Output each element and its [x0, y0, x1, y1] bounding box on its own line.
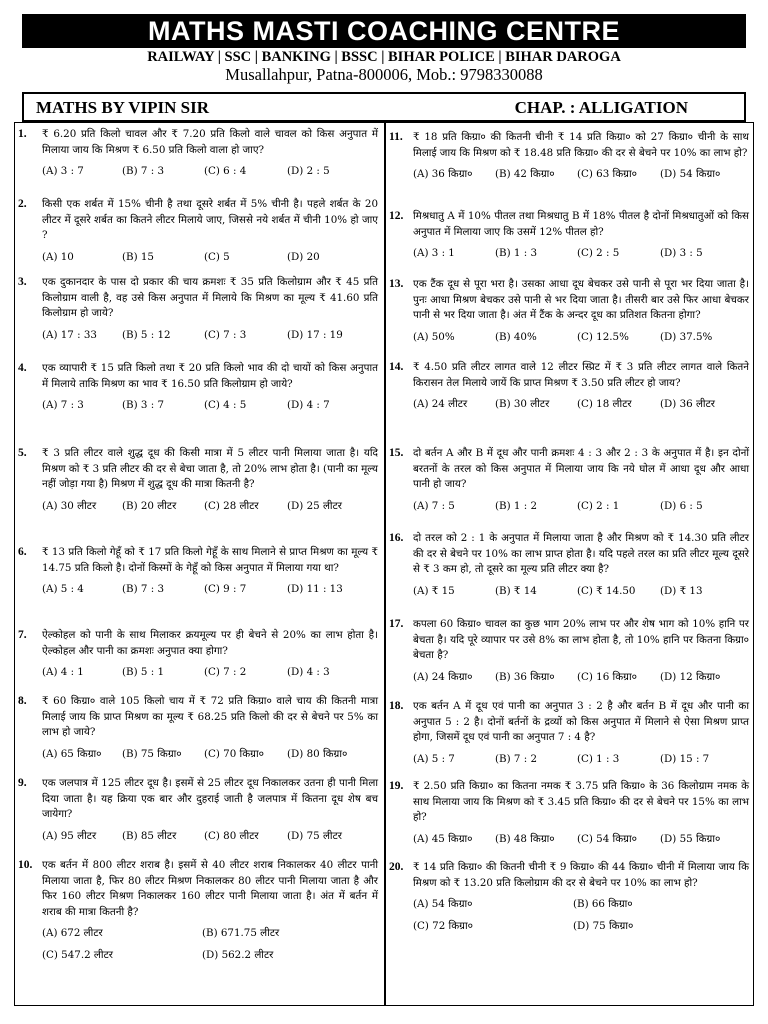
answer-option[interactable]: (B) 85 लीटर [122, 829, 177, 842]
question-number: 2. [18, 198, 27, 210]
answer-option[interactable]: (C) 2 : 5 [577, 247, 620, 259]
question-number: 5. [18, 447, 27, 459]
question-19 [389, 779, 749, 847]
answer-option[interactable]: (C) 1 : 3 [577, 752, 620, 765]
answer-option[interactable]: (D) 75 लीटर [287, 829, 342, 842]
answer-option[interactable]: (A) 17 : 33 [42, 328, 97, 341]
question-1 [18, 127, 378, 179]
question-10 [18, 858, 378, 961]
answer-option[interactable]: (C) 72 किग्रा० [413, 920, 473, 932]
answer-option[interactable]: (C) 12.5% [577, 330, 629, 343]
answer-option[interactable]: (A) 4 : 1 [42, 666, 84, 678]
answer-option[interactable]: (A) 5 : 4 [42, 583, 84, 595]
question-16 [389, 531, 749, 599]
answer-option[interactable]: (B) 5 : 1 [122, 666, 164, 678]
chapter-title: CHAP. : ALLIGATION [514, 98, 688, 117]
answer-option[interactable]: (B) 66 किग्रा० [573, 898, 633, 910]
answer-option[interactable]: (B) 40% [495, 330, 537, 343]
answer-option[interactable]: (B) 1 : 2 [495, 499, 537, 512]
answer-option[interactable]: (A) 65 किग्रा० [42, 747, 102, 760]
answer-option[interactable]: (D) 6 : 5 [660, 499, 703, 512]
option-row [42, 328, 378, 343]
option-row [42, 499, 378, 514]
answer-option[interactable]: (A) 3 : 1 [413, 247, 455, 259]
answer-option[interactable]: (C) 54 किग्रा० [577, 832, 637, 845]
answer-option[interactable]: (C) 2 : 1 [577, 499, 620, 512]
answer-option[interactable]: (D) 25 लीटर [287, 499, 342, 512]
answer-option[interactable]: (B) 5 : 12 [122, 328, 171, 341]
answer-option[interactable]: (A) 10 [42, 250, 74, 263]
answer-option[interactable]: (B) 7 : 2 [495, 752, 537, 765]
answer-option[interactable]: (D) 3 : 5 [660, 247, 703, 259]
question-text: ₹ 3 प्रति लीटर वाले शुद्ध दूध की किसी मात्रा में 5 लीटर पानी मिलाया जाता है। यदि मिश्रण को ₹ 3 प्रति लीटर की दर से बेचा जाता है, तो 20% लाभ होता है। (पानी का मूल्य नहीं जोड़ा गया है) मिश्रण में शुद्ध दूध की मात्रा कितनी है? [42, 447, 378, 490]
question-text: कपला 60 किग्रा० चावल का कुछ भाग 20% लाभ पर और शेष भाग को 10% हानि पर बेचता है। यदि पूरे व्यापार पर उसे 8% का लाभ होता है, तो 10% हानि पर कितना किग्रा० बेचता है? [413, 618, 749, 661]
question-14 [389, 360, 749, 412]
question-number: 14. [389, 361, 404, 373]
answer-option[interactable]: (D) 12 किग्रा० [660, 670, 721, 683]
answer-option[interactable]: (C) 18 लीटर [577, 398, 632, 410]
answer-option[interactable]: (D) 562.2 लीटर [202, 949, 274, 961]
question-number: 17. [389, 618, 404, 630]
answer-option[interactable]: (C) 7 : 2 [204, 666, 247, 678]
option-row [413, 832, 749, 847]
question-text: ₹ 2.50 प्रति किग्रा० का कितना नमक ₹ 3.75 प्रति किग्रा० के 36 किलोग्राम नमक के साथ मिलाया जाय कि मिश्रण को ₹ 3.45 प्रति किग्रा० की दर से बेचने पर 15% का लाभ हो? [413, 780, 749, 823]
question-text: एक टैंक दूध से पूरा भरा है। उसका आधा दूध बेचकर उसे पानी से पूरा भर दिया जाता है। पुनः आधा मिश्रण बेचकर उसे पानी से भर दिया जाता है। तीसरी बार उसे फिर आधा बेचकर पानी से भर दिया जाता है। अंत में टैंक के अन्दर दूध का प्रतिशत कितना होगा? [413, 278, 749, 321]
answer-option[interactable]: (D) 15 : 7 [660, 752, 710, 765]
option-row [413, 752, 749, 767]
column-divider [384, 122, 386, 1006]
answer-option[interactable]: (A) 54 किग्रा० [413, 898, 473, 910]
teacher-name: MATHS BY VIPIN SIR [36, 98, 210, 117]
answer-option[interactable]: (A) 45 किग्रा० [413, 832, 473, 845]
answer-option[interactable]: (C) 16 किग्रा० [577, 670, 637, 683]
answer-option[interactable]: (C) ₹ 14.50 [577, 584, 636, 597]
question-number: 13. [389, 278, 404, 290]
option-row [42, 164, 378, 179]
question-15 [389, 446, 749, 514]
option-row [413, 246, 749, 261]
question-5 [18, 446, 378, 514]
answer-option[interactable]: (B) 15 [122, 250, 154, 263]
question-number: 16. [389, 532, 404, 544]
answer-option[interactable]: (D) ₹ 13 [660, 584, 703, 597]
answer-option[interactable]: (B) ₹ 14 [495, 584, 537, 597]
answer-option[interactable]: (A) 95 लीटर [42, 829, 97, 842]
answer-option[interactable]: (C) 7 : 3 [204, 328, 247, 341]
question-17 [389, 617, 749, 685]
answer-option[interactable]: (A) 3 : 7 [42, 165, 84, 177]
answer-option[interactable]: (D) 2 : 5 [287, 165, 330, 177]
option-row [413, 670, 749, 685]
answer-option[interactable]: (A) 30 लीटर [42, 499, 97, 512]
question-8 [18, 694, 378, 762]
question-number: 12. [389, 210, 404, 222]
question-text: एक बर्तन में 800 लीटर शराब है। इसमें से 40 लीटर शराब निकालकर 40 लीटर पानी मिलाया जाता है, फिर 80 लीटर मिश्रण निकालकर 80 लीटर पानी मिलाया जाता है और फिर 160 लीटर मिश्रण निकालकर 160 लीटर पानी मिलाया जाता है। अंत में बर्तन में शराब की मात्रा कितनी है? [42, 859, 378, 918]
answer-option[interactable]: (C) 5 [204, 250, 230, 263]
option-row [42, 250, 378, 265]
question-number: 20. [389, 861, 404, 873]
answer-option[interactable]: (B) 48 किग्रा० [495, 832, 555, 845]
answer-option[interactable]: (B) 1 : 3 [495, 247, 537, 259]
question-number: 15. [389, 447, 404, 459]
answer-option[interactable]: (A) 7 : 5 [413, 499, 455, 512]
answer-option[interactable]: (D) 75 किग्रा० [573, 920, 634, 932]
question-text: ₹ 18 प्रति किग्रा० की कितनी चीनी ₹ 14 प्रति किग्रा० को 27 किग्रा० चीनी के साथ मिलाई जाय कि मिश्रण को ₹ 18.48 प्रति किग्रा० की दर से बेचने पर 10% का लाभ हो? [413, 131, 749, 159]
answer-option[interactable]: (C) 80 लीटर [204, 829, 259, 842]
question-text: ऐल्कोहल को पानी के साथ मिलाकर क्रयमूल्य पर ही बेचने से 20% का लाभ होता है। ऐल्कोहल और पानी का क्रमशः अनुपात क्या होगा? [42, 629, 378, 657]
answer-option[interactable]: (C) 4 : 5 [204, 399, 247, 411]
question-text: एक दुकानदार के पास दो प्रकार की चाय क्रमशः ₹ 35 प्रति किलोग्राम और ₹ 45 प्रति किलोग्राम वाली है, वह उसे किस अनुपात में मिलाये कि मिश्रण का मूल्य ₹ 41.60 प्रति किलोग्राम हो जाये? [42, 276, 378, 319]
answer-option[interactable]: (D) 36 लीटर [660, 398, 715, 410]
option-row [42, 398, 378, 413]
exam-list: RAILWAY | SSC | BANKING | BSSC | BIHAR POLICE | BIHAR DAROGA [147, 49, 621, 65]
answer-option[interactable]: (A) 24 किग्रा० [413, 670, 473, 683]
answer-option[interactable]: (C) 6 : 4 [204, 165, 247, 177]
question-text: एक व्यापारी ₹ 15 प्रति किलो तथा ₹ 20 प्रति किलो भाव की दो चायों को किस अनुपात में मिलाये ताकि मिश्रण का भाव ₹ 16.50 प्रति किलोग्राम हो जाये? [42, 362, 378, 390]
answer-option[interactable]: (A) 7 : 3 [42, 399, 84, 411]
answer-option[interactable]: (A) 50% [413, 330, 455, 343]
answer-option[interactable]: (B) 3 : 7 [122, 399, 164, 411]
answer-option[interactable]: (D) 11 : 13 [287, 583, 343, 595]
question-text: दो बर्तन A और B में दूध और पानी क्रमशः 4 : 3 और 2 : 3 के अनुपात में है। इन दोनों बरतनों के तरल को किस अनुपात में मिलाया जाय कि नये घोल में आधा दूध और आधा पानी हो जाय? [413, 447, 749, 490]
question-12 [389, 209, 749, 261]
option-row [42, 926, 378, 961]
question-number: 19. [389, 780, 404, 792]
question-2 [18, 197, 378, 265]
question-number: 10. [18, 859, 33, 871]
question-6 [18, 545, 378, 597]
question-13 [389, 277, 749, 345]
question-number: 8. [18, 695, 27, 707]
address-line: Musallahpur, Patna-800006, Mob.: 9798330088 [225, 65, 543, 84]
question-text: दो तरल को 2 : 1 के अनुपात में मिलाया जाता है और मिश्रण को ₹ 14.30 प्रति लीटर की दर से बेचने पर 10% का लाभ प्राप्त होता है। यदि पहले तरल का प्रति लीटर मूल्य दूसरे से ₹ 3 कम हो, तो दूसरे का मूल्य प्रति लीटर क्या है? [413, 532, 749, 575]
question-number: 18. [389, 700, 404, 712]
option-row [42, 747, 378, 762]
question-9 [18, 776, 378, 844]
answer-option[interactable]: (C) 547.2 लीटर [42, 949, 113, 961]
coaching-banner: MATHS MASTI COACHING CENTRE [22, 14, 746, 48]
question-3 [18, 275, 378, 343]
option-row [42, 829, 378, 844]
question-7 [18, 628, 378, 680]
answer-option[interactable]: (C) 70 किग्रा० [204, 747, 264, 760]
answer-option[interactable]: (B) 75 किग्रा० [122, 747, 182, 760]
answer-option[interactable]: (D) 55 किग्रा० [660, 832, 721, 845]
option-row [413, 499, 749, 514]
question-11 [389, 130, 749, 182]
question-text: ₹ 6.20 प्रति किलो चावल और ₹ 7.20 प्रति किलो वाले चावल को किस अनुपात में मिलाया जाय कि मिश्रण ₹ 6.50 प्रति किलो वाला हो जाए? [42, 128, 378, 156]
question-text: ₹ 60 किग्रा० वाले 105 किलो चाय में ₹ 72 प्रति किग्रा० वाले चाय की कितनी मात्रा मिलाई जाय कि प्राप्त मिश्रण का मूल्य ₹ 68.25 प्रति किलो की दर से बेचने पर 5% का लाभ हो जाये? [42, 695, 378, 738]
question-number: 1. [18, 128, 27, 140]
question-text: ₹ 14 प्रति किग्रा० की कितनी चीनी ₹ 9 किग्रा० की 44 किग्रा० चीनी में मिलाया जाय कि मिश्रण को ₹ 13.20 प्रति किलोग्राम की दर से बेचने पर 10% का लाभ हो? [413, 861, 749, 889]
question-number: 7. [18, 629, 27, 641]
answer-option[interactable]: (B) 36 किग्रा० [495, 670, 555, 683]
question-text: ₹ 4.50 प्रति लीटर लागत वाले 12 लीटर स्प्रिट में ₹ 3 प्रति लीटर लागत वाले कितने किरासन तेल मिलाये जायें कि प्राप्त मिश्रण ₹ 3.50 प्रति लीटर हो जाय? [413, 361, 749, 389]
option-row [42, 582, 378, 597]
option-row [413, 584, 749, 599]
answer-option[interactable]: (B) 7 : 3 [122, 165, 164, 177]
answer-option[interactable]: (B) 30 लीटर [495, 398, 550, 410]
answer-option[interactable]: (C) 63 किग्रा० [577, 168, 637, 180]
answer-option[interactable]: (A) 24 लीटर [413, 398, 468, 410]
answer-option[interactable]: (D) 4 : 3 [287, 666, 330, 678]
question-number: 9. [18, 777, 27, 789]
question-20 [389, 860, 749, 932]
answer-option[interactable]: (B) 20 लीटर [122, 499, 177, 512]
question-number: 3. [18, 276, 27, 288]
question-text: मिश्रधातु A में 10% पीतल तथा मिश्रधातु B में 18% पीतल है दोनों मिश्रधातुओं को किस अनुपात में मिलाया जाए कि उसमें 12% पीतल हो? [413, 210, 749, 238]
option-row [413, 897, 749, 932]
option-row [413, 167, 749, 182]
question-number: 6. [18, 546, 27, 558]
question-text: एक बर्तन A में दूध एवं पानी का अनुपात 3 : 2 है और बर्तन B में दूध और पानी का अनुपात 5 : 2 है। दोनों बर्तनों के द्रव्यों को किस अनुपात में मिलाने से ऐसा मिश्रण प्राप्त होगा, जिसमें दूध एवं पानी का अनुपात 7 : 4 है? [413, 700, 749, 743]
chapter-header [22, 92, 746, 122]
answer-option[interactable]: (D) 37.5% [660, 330, 713, 343]
answer-option[interactable]: (D) 54 किग्रा० [660, 168, 721, 180]
answer-option[interactable]: (A) 5 : 7 [413, 752, 455, 765]
answer-option[interactable]: (A) 36 किग्रा० [413, 168, 473, 180]
option-row [413, 397, 749, 412]
answer-option[interactable]: (D) 20 [287, 250, 320, 263]
question-text: एक जलपात्र में 125 लीटर दूध है। इसमें से 25 लीटर दूध निकालकर उतना ही पानी मिला दिया जाता है। यह क्रिया एक बार और दुहराई जाती है जलपात्र में कितना दूध शेष बच जायेगा? [42, 777, 378, 820]
question-number: 11. [389, 131, 403, 143]
question-4 [18, 361, 378, 413]
answer-option[interactable]: (C) 9 : 7 [204, 583, 247, 595]
answer-option[interactable]: (A) 672 लीटर [42, 927, 103, 939]
question-text: किसी एक शर्बत में 15% चीनी है तथा दूसरे शर्बत में 5% चीनी है। पहले शर्बत के 20 लीटर में दूसरे शर्बत का कितने लीटर मिलाये जाए, जिससे नये शर्बत में चीनी 10% हो जाए ? [42, 198, 378, 241]
question-18 [389, 699, 749, 767]
question-number: 4. [18, 362, 27, 374]
answer-option[interactable]: (D) 80 किग्रा० [287, 747, 348, 760]
option-row [42, 665, 378, 680]
answer-option[interactable]: (D) 4 : 7 [287, 399, 330, 411]
answer-option[interactable]: (A) ₹ 15 [413, 584, 455, 597]
answer-option[interactable]: (B) 671.75 लीटर [202, 927, 280, 939]
answer-option[interactable]: (B) 42 किग्रा० [495, 168, 555, 180]
option-row [413, 330, 749, 345]
answer-option[interactable]: (B) 7 : 3 [122, 583, 164, 595]
answer-option[interactable]: (C) 28 लीटर [204, 499, 259, 512]
answer-option[interactable]: (D) 17 : 19 [287, 328, 343, 341]
question-text: ₹ 13 प्रति किलो गेहूँ को ₹ 17 प्रति किलो गेहूँ के साथ मिलाने से प्राप्त मिश्रण का मूल्य ₹ 14.75 प्रति किलो है। दोनों किस्मों के गेहूँ को किस अनुपात में मिलाया गया था? [42, 546, 378, 574]
